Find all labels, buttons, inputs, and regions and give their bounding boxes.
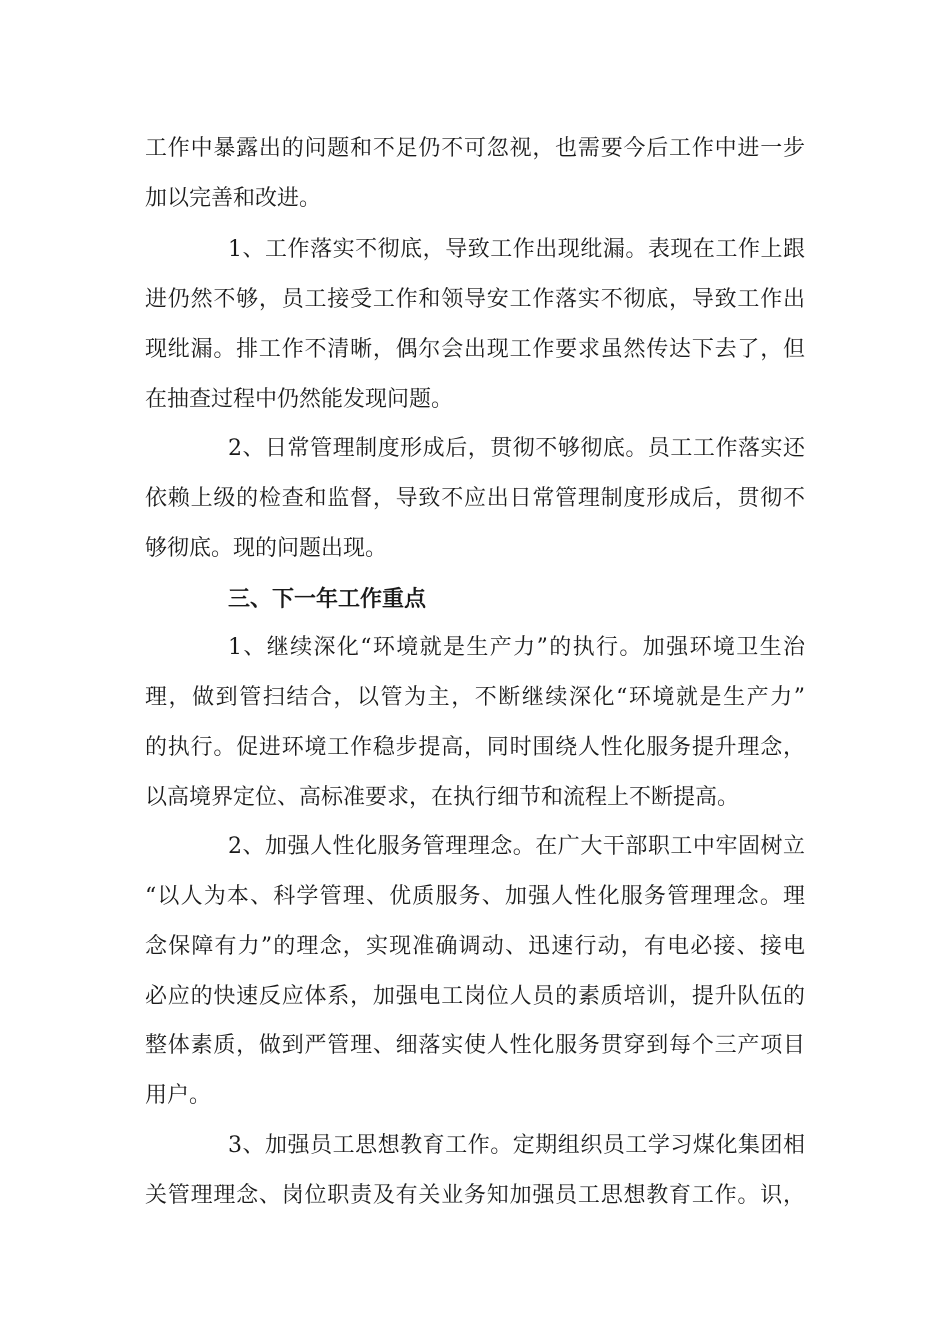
paragraph-first-line: 2、加强人性化服务管理理念。在广大干部职工中牢固树立 bbox=[228, 834, 805, 859]
paragraph-first-line: 1、工作落实不彻底，导致工作出现纰漏。表现在工作上跟 bbox=[228, 237, 805, 262]
body-line: “以人为本、科学管理、优质服务、加强人性化服务管理理念。理 bbox=[145, 884, 805, 909]
paragraph-first-line: 3、加强员工思想教育工作。定期组织员工学习煤化集团相 bbox=[228, 1133, 805, 1158]
body-line: 念保障有力”的理念，实现准确调动、迅速行动，有电必接、接电 bbox=[145, 934, 805, 959]
body-line: 加以完善和改进。 bbox=[145, 186, 322, 211]
body-line: 进仍然不够，员工接受工作和领导安工作落实不彻底，导致工作出 bbox=[145, 287, 805, 312]
section-heading: 三、下一年工作重点 bbox=[228, 586, 427, 612]
body-line: 以高境界定位、高标准要求，在执行细节和流程上不断提高。 bbox=[145, 785, 740, 810]
body-line: 够彻底。现的问题出现。 bbox=[145, 536, 388, 561]
paragraph-first-line: 2、日常管理制度形成后，贯彻不够彻底。员工工作落实还 bbox=[228, 436, 805, 461]
body-line: 必应的快速反应体系，加强电工岗位人员的素质培训，提升队伍的 bbox=[145, 984, 805, 1009]
body-line: 现纰漏。排工作不清晰，偶尔会出现工作要求虽然传达下去了，但 bbox=[145, 337, 805, 362]
body-line: 用户。 bbox=[145, 1083, 212, 1108]
body-line: 工作中暴露出的问题和不足仍不可忽视，也需要今后工作中进一步 bbox=[145, 136, 805, 161]
body-line: 的执行。促进环境工作稳步提高，同时围绕人性化服务提升理念， bbox=[145, 735, 805, 760]
body-line: 依赖上级的检查和监督，导致不应出日常管理制度形成后，贯彻不 bbox=[145, 486, 805, 511]
body-line: 关管理理念、岗位职责及有关业务知加强员工思想教育工作。识， bbox=[145, 1183, 805, 1208]
paragraph-first-line: 1、继续深化“环境就是生产力”的执行。加强环境卫生治 bbox=[228, 635, 805, 660]
body-line: 在抽查过程中仍然能发现问题。 bbox=[145, 387, 454, 412]
body-line: 理，做到管扫结合，以管为主，不断继续深化“环境就是生产力” bbox=[145, 685, 805, 710]
body-line: 整体素质，做到严管理、细落实使人性化服务贯穿到每个三产项目 bbox=[145, 1033, 805, 1058]
